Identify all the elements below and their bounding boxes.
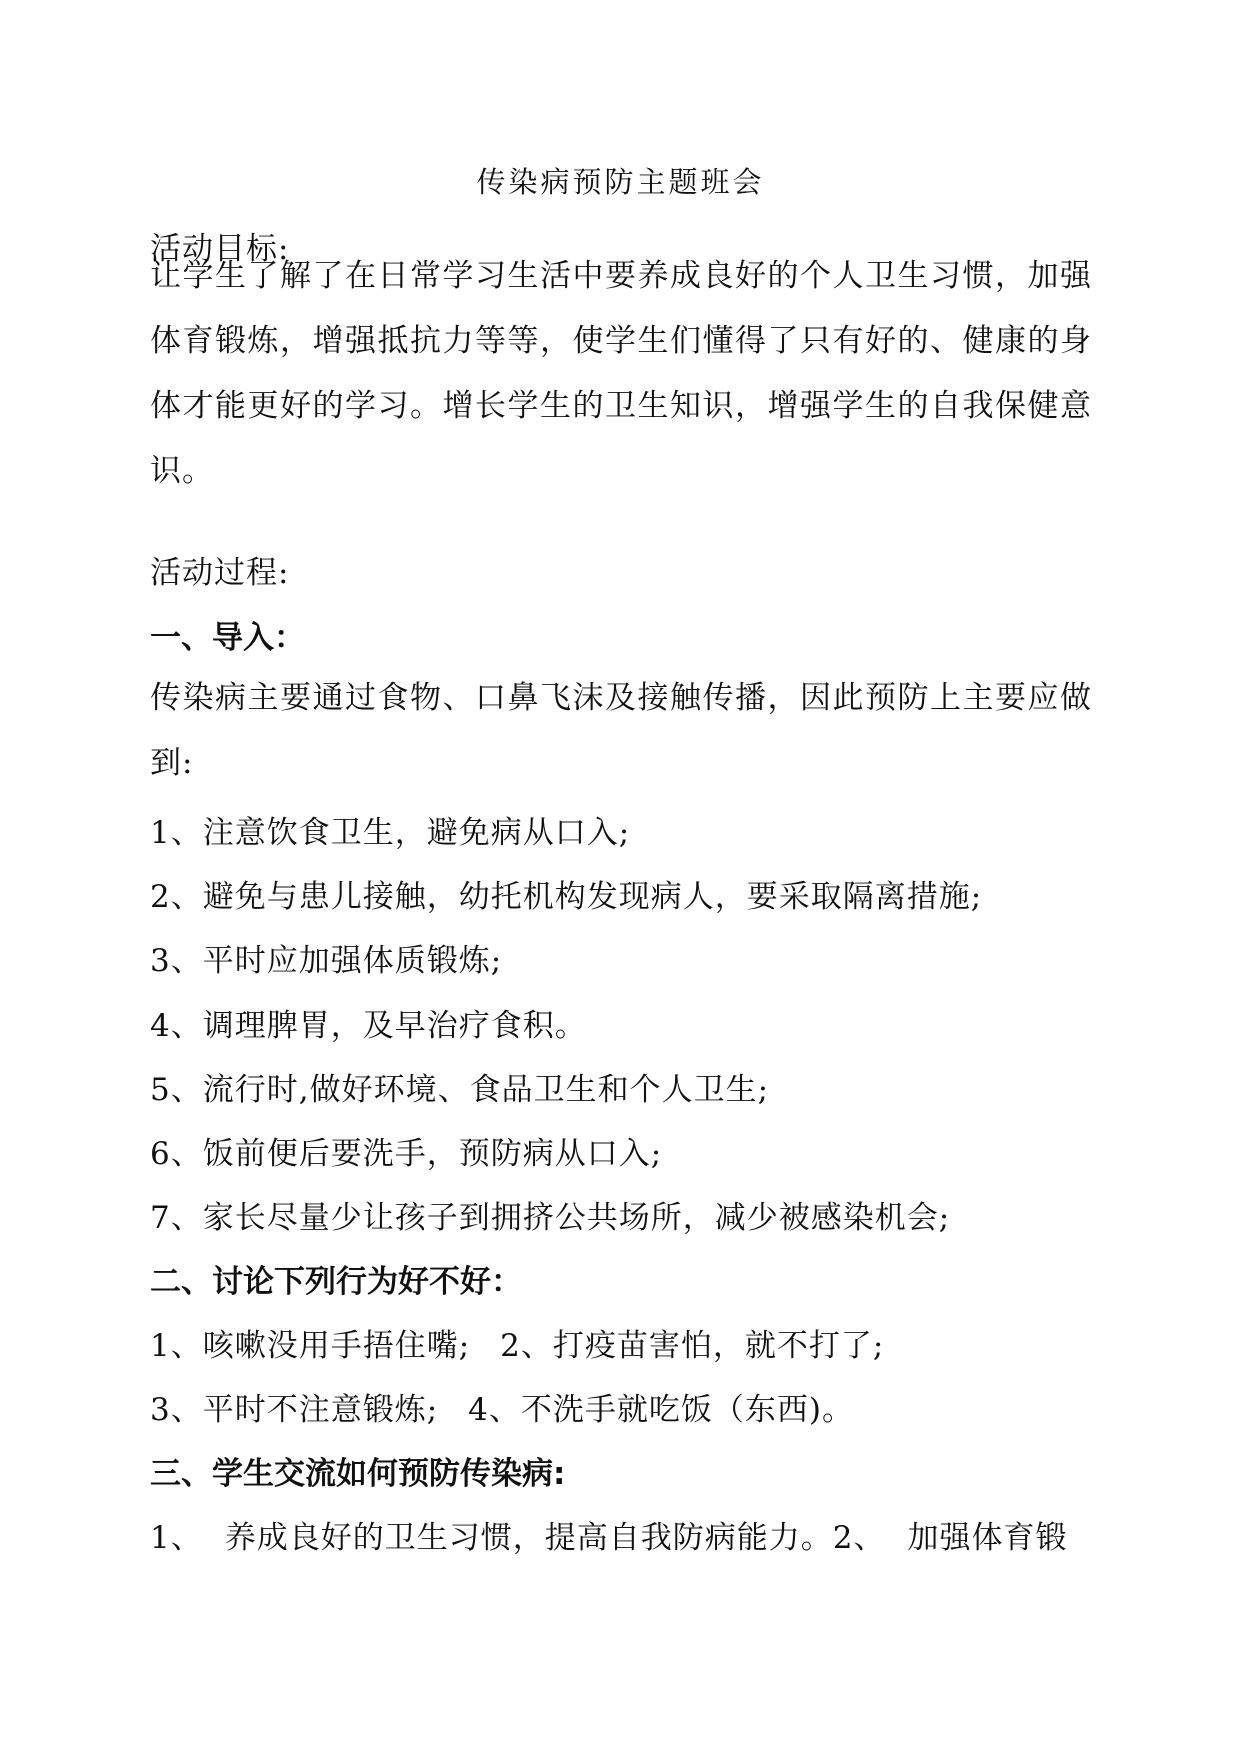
goal-paragraph: 让学生了解了在日常学习生活中要养成良好的个人卫生习惯，加强体育锻炼，增强抵抗力等等，使学生们懂得了只有好的、健康的身体才能更好的学习。增长学生的卫生知识，增强学生的自我保健意识。 xyxy=(150,258,1092,489)
section3-line xyxy=(150,1518,1067,1558)
discussion-item: 1、咳嗽没用手捂住嘴; xyxy=(150,1328,471,1364)
section1-intro: 传染病主要通过食物、口鼻飞沫及接触传播，因此预防上主要应做到: xyxy=(150,680,1092,781)
goal-label: 活动目标: xyxy=(150,231,290,267)
list-item: 5、流行时,做好环境、食品卫生和个人卫生; xyxy=(150,1072,770,1108)
process-label: 活动过程: xyxy=(150,555,290,591)
list-item: 6、饭前便后要洗手，预防病从口入; xyxy=(150,1136,663,1172)
section1-heading: 一、导入： xyxy=(150,620,305,656)
discussion-item: 4、不洗手就吃饭（东西)。 xyxy=(468,1392,854,1428)
list-item: 3、平时应加强体质锻炼; xyxy=(150,943,503,979)
discussion-row-2 xyxy=(150,1390,854,1430)
discussion-item: 2、打疫苗害怕，就不打了; xyxy=(500,1328,885,1364)
list-item: 7、家长尽量少让孩子到拥挤公共场所，减少被感染机会; xyxy=(150,1200,951,1236)
section3-text-continued: 加强体育锻 xyxy=(907,1520,1068,1556)
discussion-item: 3、平时不注意锻炼; xyxy=(150,1392,439,1428)
section2-heading: 二、讨论下列行为好不好： xyxy=(150,1264,522,1300)
page-title: 传染病预防主题班会 xyxy=(476,165,765,199)
list-item: 2、避免与患儿接触，幼托机构发现病人，要采取隔离措施; xyxy=(150,879,983,915)
list-item: 4、调理脾胃，及早治疗食积。 xyxy=(150,1008,587,1044)
section3-text: 养成良好的卫生习惯，提高自我防病能力。2、 xyxy=(224,1520,886,1556)
discussion-row-1 xyxy=(150,1326,884,1366)
section3-heading: 三、学生交流如何预防传染病: xyxy=(150,1456,566,1492)
list-item: 1、注意饮食卫生，避免病从口入; xyxy=(150,815,631,851)
section3-number: 1、 xyxy=(150,1520,203,1556)
